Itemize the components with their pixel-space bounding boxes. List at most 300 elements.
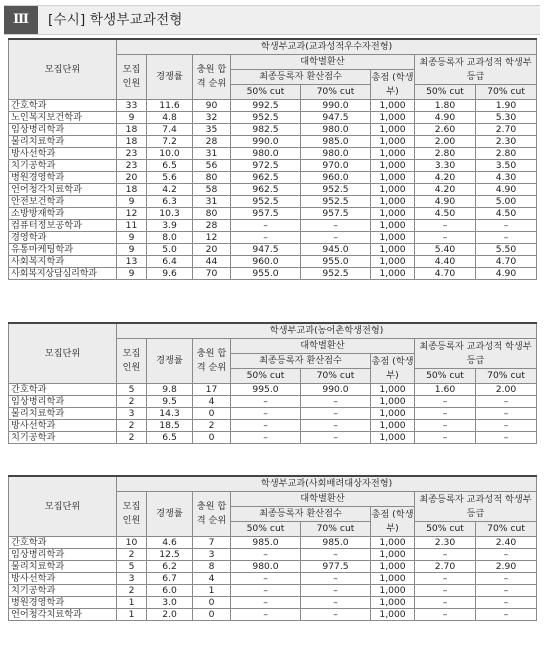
waitlist-rank: 1 <box>193 585 231 597</box>
total-score: 1,000 <box>371 256 415 268</box>
table-row <box>9 420 537 432</box>
conv-50-cut: 962.5 <box>231 184 301 196</box>
seats: 11 <box>117 220 147 232</box>
conv-70-cut: 985.0 <box>301 136 371 148</box>
grade-50-cut: 4.40 <box>415 256 476 268</box>
seats: 2 <box>117 420 147 432</box>
waitlist-rank: 80 <box>193 208 231 220</box>
seats: 2 <box>117 396 147 408</box>
waitlist-rank: 28 <box>193 220 231 232</box>
grade-50-cut: 4.20 <box>415 172 476 184</box>
col-header-conv-70: 70% cut <box>301 369 371 384</box>
table-row <box>9 244 537 256</box>
ratio: 6.2 <box>147 561 193 573</box>
ratio: 10.3 <box>147 208 193 220</box>
table-row <box>9 196 537 208</box>
waitlist-rank: 90 <box>193 100 231 112</box>
seats: 3 <box>117 573 147 585</box>
unit-name: 물리치료학과 <box>9 561 117 573</box>
col-header-final-conversion: 최종등록자 환산점수 <box>231 354 371 369</box>
conv-50-cut: 962.5 <box>231 172 301 184</box>
unit-name: 치기공학과 <box>9 585 117 597</box>
conv-50-cut: – <box>231 585 301 597</box>
unit-name: 치기공학과 <box>9 160 117 172</box>
grade-70-cut: – <box>476 597 537 609</box>
grade-70-cut: 4.50 <box>476 208 537 220</box>
grade-70-cut: – <box>476 220 537 232</box>
conv-70-cut: – <box>301 549 371 561</box>
grade-70-cut: – <box>476 549 537 561</box>
conv-50-cut: 947.5 <box>231 244 301 256</box>
conv-70-cut: – <box>301 396 371 408</box>
grade-50-cut: 4.70 <box>415 268 476 280</box>
ratio: 14.3 <box>147 408 193 420</box>
grade-50-cut: 4.50 <box>415 208 476 220</box>
waitlist-rank: 35 <box>193 124 231 136</box>
total-score: 1,000 <box>371 549 415 561</box>
waitlist-rank: 0 <box>193 408 231 420</box>
conv-50-cut: 982.5 <box>231 124 301 136</box>
col-header-grade-70: 70% cut <box>476 522 537 537</box>
seats: 23 <box>117 148 147 160</box>
col-header-ratio: 경쟁률 <box>147 492 193 537</box>
table-row <box>9 232 537 244</box>
unit-name: 언어청각치료학과 <box>9 609 117 621</box>
ratio: 3.0 <box>147 597 193 609</box>
col-header-conv-50: 50% cut <box>231 369 301 384</box>
conv-70-cut: 952.5 <box>301 196 371 208</box>
waitlist-rank: 0 <box>193 609 231 621</box>
conv-50-cut: 972.5 <box>231 160 301 172</box>
ratio: 12.5 <box>147 549 193 561</box>
grade-50-cut: 2.70 <box>415 561 476 573</box>
total-score: 1,000 <box>371 408 415 420</box>
col-header-ratio: 경쟁률 <box>147 339 193 384</box>
unit-name: 병원경영학과 <box>9 172 117 184</box>
seats: 18 <box>117 184 147 196</box>
waitlist-rank: 4 <box>193 573 231 585</box>
conv-50-cut: – <box>231 597 301 609</box>
waitlist-rank: 12 <box>193 232 231 244</box>
conv-70-cut: – <box>301 232 371 244</box>
table-row <box>9 100 537 112</box>
grade-70-cut: – <box>476 396 537 408</box>
table-row <box>9 573 537 585</box>
col-header-conv-70: 70% cut <box>301 85 371 100</box>
grade-50-cut: – <box>415 396 476 408</box>
seats: 13 <box>117 256 147 268</box>
col-header-grade-70: 70% cut <box>476 369 537 384</box>
grade-50-cut: – <box>415 597 476 609</box>
col-header-final-conversion: 최종등록자 환산점수 <box>231 70 371 85</box>
col-header-conv-50: 50% cut <box>231 85 301 100</box>
col-header-grade: 최종등록자 교과성적 학생부등급 <box>415 492 537 522</box>
conv-50-cut: 960.0 <box>231 256 301 268</box>
table-row <box>9 268 537 280</box>
total-score: 1,000 <box>371 196 415 208</box>
unit-name: 사회복지학과 <box>9 256 117 268</box>
col-header-total: 총점 (학생부) <box>371 507 415 537</box>
ratio: 6.5 <box>147 160 193 172</box>
seats: 9 <box>117 268 147 280</box>
unit-name: 물리치료학과 <box>9 136 117 148</box>
grade-70-cut: 1.90 <box>476 100 537 112</box>
conv-70-cut: 955.0 <box>301 256 371 268</box>
total-score: 1,000 <box>371 609 415 621</box>
waitlist-rank: 28 <box>193 136 231 148</box>
grade-50-cut: – <box>415 408 476 420</box>
total-score: 1,000 <box>371 100 415 112</box>
conv-70-cut: – <box>301 597 371 609</box>
seats: 3 <box>117 408 147 420</box>
table-row <box>9 549 537 561</box>
waitlist-rank: 4 <box>193 396 231 408</box>
col-header-grade-70: 70% cut <box>476 85 537 100</box>
col-header-rank: 충원 합격 순위 <box>193 55 231 100</box>
conv-70-cut: – <box>301 432 371 444</box>
conv-70-cut: 970.0 <box>301 160 371 172</box>
unit-name: 물리치료학과 <box>9 408 117 420</box>
section-title: [수시] 학생부교과전형 <box>48 12 183 28</box>
seats: 9 <box>117 232 147 244</box>
total-score: 1,000 <box>371 420 415 432</box>
ratio: 2.0 <box>147 609 193 621</box>
conv-50-cut: – <box>231 396 301 408</box>
grade-70-cut: 5.30 <box>476 112 537 124</box>
grade-70-cut: 4.30 <box>476 172 537 184</box>
seats: 5 <box>117 561 147 573</box>
seats: 18 <box>117 124 147 136</box>
seats: 18 <box>117 136 147 148</box>
grade-70-cut: 2.30 <box>476 136 537 148</box>
grade-70-cut: 3.50 <box>476 160 537 172</box>
conv-70-cut: – <box>301 420 371 432</box>
conv-50-cut: 957.5 <box>231 208 301 220</box>
conv-50-cut: – <box>231 408 301 420</box>
conv-50-cut: 952.5 <box>231 112 301 124</box>
grade-50-cut: 2.30 <box>415 537 476 549</box>
grade-50-cut: – <box>415 220 476 232</box>
total-score: 1,000 <box>371 268 415 280</box>
col-header-conv-70: 70% cut <box>301 522 371 537</box>
unit-name: 간호학과 <box>9 100 117 112</box>
grade-70-cut: – <box>476 573 537 585</box>
unit-name: 치기공학과 <box>9 432 117 444</box>
seats: 10 <box>117 537 147 549</box>
grade-70-cut: – <box>476 408 537 420</box>
table-row <box>9 208 537 220</box>
ratio: 10.0 <box>147 148 193 160</box>
total-score: 1,000 <box>371 172 415 184</box>
total-score: 1,000 <box>371 384 415 396</box>
conv-50-cut: 955.0 <box>231 268 301 280</box>
col-header-grade: 최종등록자 교과성적 학생부등급 <box>415 339 537 369</box>
unit-name: 경영학과 <box>9 232 117 244</box>
ratio: 6.3 <box>147 196 193 208</box>
col-header-total: 총점 (학생부) <box>371 70 415 100</box>
waitlist-rank: 0 <box>193 597 231 609</box>
grade-70-cut: – <box>476 432 537 444</box>
total-score: 1,000 <box>371 208 415 220</box>
conv-70-cut: 957.5 <box>301 208 371 220</box>
table-row <box>9 256 537 268</box>
waitlist-rank: 32 <box>193 112 231 124</box>
grade-50-cut: 2.60 <box>415 124 476 136</box>
total-score: 1,000 <box>371 220 415 232</box>
waitlist-rank: 31 <box>193 196 231 208</box>
grade-50-cut: 5.40 <box>415 244 476 256</box>
col-header-total: 총점 (학생부) <box>371 354 415 384</box>
grade-50-cut: – <box>415 549 476 561</box>
ratio: 9.5 <box>147 396 193 408</box>
ratio: 6.4 <box>147 256 193 268</box>
section-number-badge: Ⅲ <box>4 6 38 34</box>
col-header-conversion: 대학별환산 <box>231 339 415 354</box>
col-header-conversion: 대학별환산 <box>231 492 415 507</box>
seats: 33 <box>117 100 147 112</box>
conv-70-cut: 952.5 <box>301 184 371 196</box>
waitlist-rank: 17 <box>193 384 231 396</box>
waitlist-rank: 31 <box>193 148 231 160</box>
grade-50-cut: 4.90 <box>415 196 476 208</box>
grade-70-cut: 4.70 <box>476 256 537 268</box>
unit-name: 유통마케팅학과 <box>9 244 117 256</box>
waitlist-rank: 0 <box>193 432 231 444</box>
conv-50-cut: – <box>231 432 301 444</box>
col-header-grade-50: 50% cut <box>415 85 476 100</box>
table-row <box>9 112 537 124</box>
grade-70-cut: 2.90 <box>476 561 537 573</box>
grade-70-cut: – <box>476 232 537 244</box>
table-row <box>9 609 537 621</box>
unit-name: 사회복지상담심리학과 <box>9 268 117 280</box>
conv-70-cut: – <box>301 585 371 597</box>
seats: 9 <box>117 244 147 256</box>
seats: 23 <box>117 160 147 172</box>
table-row <box>9 384 537 396</box>
table-row <box>9 561 537 573</box>
section-title-cell: 학생부교과(농어촌학생전형) <box>117 323 537 339</box>
conv-70-cut: 960.0 <box>301 172 371 184</box>
ratio: 6.5 <box>147 432 193 444</box>
waitlist-rank: 56 <box>193 160 231 172</box>
total-score: 1,000 <box>371 184 415 196</box>
grade-70-cut: 2.80 <box>476 148 537 160</box>
conv-50-cut: 992.5 <box>231 100 301 112</box>
grade-50-cut: – <box>415 232 476 244</box>
section-title-cell: 학생부교과(교과성적우수자전형) <box>117 39 537 55</box>
col-header-seats: 모집 인원 <box>117 492 147 537</box>
waitlist-rank: 2 <box>193 420 231 432</box>
table-row <box>9 220 537 232</box>
unit-name: 방사선학과 <box>9 148 117 160</box>
grade-50-cut: – <box>415 585 476 597</box>
grade-70-cut: 2.00 <box>476 384 537 396</box>
ratio: 4.2 <box>147 184 193 196</box>
waitlist-rank: 58 <box>193 184 231 196</box>
ratio: 5.0 <box>147 244 193 256</box>
grade-70-cut: 4.90 <box>476 184 537 196</box>
seats: 12 <box>117 208 147 220</box>
conv-70-cut: 990.0 <box>301 384 371 396</box>
col-header-grade-50: 50% cut <box>415 522 476 537</box>
unit-name: 임상병리학과 <box>9 124 117 136</box>
conv-70-cut: 990.0 <box>301 100 371 112</box>
grade-70-cut: 2.70 <box>476 124 537 136</box>
ratio: 8.0 <box>147 232 193 244</box>
ratio: 4.8 <box>147 112 193 124</box>
seats: 9 <box>117 112 147 124</box>
results-table-2 <box>8 322 537 444</box>
col-header-unit: 모집단위 <box>9 476 117 537</box>
table-row <box>9 432 537 444</box>
conv-70-cut: 985.0 <box>301 537 371 549</box>
conv-70-cut: 980.0 <box>301 124 371 136</box>
unit-name: 병원경영학과 <box>9 597 117 609</box>
col-header-seats: 모집 인원 <box>117 55 147 100</box>
conv-70-cut: – <box>301 220 371 232</box>
seats: 2 <box>117 432 147 444</box>
results-table-1 <box>8 38 537 280</box>
ratio: 18.5 <box>147 420 193 432</box>
unit-name: 임상병리학과 <box>9 396 117 408</box>
total-score: 1,000 <box>371 148 415 160</box>
table-row <box>9 184 537 196</box>
ratio: 6.0 <box>147 585 193 597</box>
ratio: 9.6 <box>147 268 193 280</box>
table-row <box>9 597 537 609</box>
unit-name: 노인복지보건학과 <box>9 112 117 124</box>
table-row <box>9 585 537 597</box>
waitlist-rank: 44 <box>193 256 231 268</box>
seats: 20 <box>117 172 147 184</box>
col-header-rank: 충원 합격 순위 <box>193 339 231 384</box>
unit-name: 임상병리학과 <box>9 549 117 561</box>
total-score: 1,000 <box>371 537 415 549</box>
col-header-unit: 모집단위 <box>9 323 117 384</box>
total-score: 1,000 <box>371 396 415 408</box>
ratio: 6.7 <box>147 573 193 585</box>
grade-50-cut: 2.00 <box>415 136 476 148</box>
section-title-cell: 학생부교과(사회배려대상자전형) <box>117 476 537 492</box>
seats: 2 <box>117 549 147 561</box>
conv-70-cut: – <box>301 408 371 420</box>
seats: 9 <box>117 196 147 208</box>
conv-50-cut: 952.5 <box>231 196 301 208</box>
conv-50-cut: – <box>231 609 301 621</box>
unit-name: 컴퓨터정보공학과 <box>9 220 117 232</box>
unit-name: 안전보건학과 <box>9 196 117 208</box>
ratio: 11.6 <box>147 100 193 112</box>
conv-70-cut: 945.0 <box>301 244 371 256</box>
total-score: 1,000 <box>371 136 415 148</box>
grade-50-cut: 1.60 <box>415 384 476 396</box>
total-score: 1,000 <box>371 124 415 136</box>
total-score: 1,000 <box>371 160 415 172</box>
col-header-final-conversion: 최종등록자 환산점수 <box>231 507 371 522</box>
total-score: 1,000 <box>371 244 415 256</box>
conv-50-cut: 985.0 <box>231 537 301 549</box>
conv-70-cut: 980.0 <box>301 148 371 160</box>
conv-50-cut: – <box>231 420 301 432</box>
conv-50-cut: – <box>231 573 301 585</box>
conv-50-cut: 980.0 <box>231 148 301 160</box>
conv-50-cut: 990.0 <box>231 136 301 148</box>
seats: 5 <box>117 384 147 396</box>
table-row <box>9 408 537 420</box>
unit-name: 언어청각치료학과 <box>9 184 117 196</box>
unit-name: 방사선학과 <box>9 573 117 585</box>
seats: 1 <box>117 597 147 609</box>
ratio: 9.8 <box>147 384 193 396</box>
unit-name: 방사선학과 <box>9 420 117 432</box>
grade-70-cut: 2.40 <box>476 537 537 549</box>
waitlist-rank: 20 <box>193 244 231 256</box>
conv-70-cut: – <box>301 609 371 621</box>
col-header-conversion: 대학별환산 <box>231 55 415 70</box>
conv-70-cut: 947.5 <box>301 112 371 124</box>
grade-50-cut: 1.80 <box>415 100 476 112</box>
col-header-rank: 충원 합격 순위 <box>193 492 231 537</box>
table-row <box>9 124 537 136</box>
waitlist-rank: 3 <box>193 549 231 561</box>
grade-50-cut: – <box>415 432 476 444</box>
waitlist-rank: 70 <box>193 268 231 280</box>
total-score: 1,000 <box>371 585 415 597</box>
seats: 2 <box>117 585 147 597</box>
conv-50-cut: – <box>231 549 301 561</box>
seats: 1 <box>117 609 147 621</box>
conv-70-cut: 952.5 <box>301 268 371 280</box>
grade-70-cut: – <box>476 420 537 432</box>
grade-70-cut: 5.00 <box>476 196 537 208</box>
waitlist-rank: 80 <box>193 172 231 184</box>
grade-50-cut: 2.80 <box>415 148 476 160</box>
total-score: 1,000 <box>371 573 415 585</box>
grade-70-cut: – <box>476 585 537 597</box>
ratio: 7.4 <box>147 124 193 136</box>
ratio: 3.9 <box>147 220 193 232</box>
col-header-ratio: 경쟁률 <box>147 55 193 100</box>
section-header <box>4 5 540 35</box>
grade-50-cut: – <box>415 420 476 432</box>
grade-70-cut: 5.50 <box>476 244 537 256</box>
grade-70-cut: – <box>476 609 537 621</box>
conv-70-cut: – <box>301 573 371 585</box>
table-row <box>9 160 537 172</box>
unit-name: 간호학과 <box>9 537 117 549</box>
table-row <box>9 537 537 549</box>
ratio: 5.6 <box>147 172 193 184</box>
grade-50-cut: – <box>415 609 476 621</box>
conv-50-cut: – <box>231 220 301 232</box>
unit-name: 소방방재학과 <box>9 208 117 220</box>
results-table-3 <box>8 475 537 621</box>
table-row <box>9 148 537 160</box>
col-header-conv-50: 50% cut <box>231 522 301 537</box>
ratio: 7.2 <box>147 136 193 148</box>
total-score: 1,000 <box>371 597 415 609</box>
col-header-seats: 모집 인원 <box>117 339 147 384</box>
grade-50-cut: 4.20 <box>415 184 476 196</box>
waitlist-rank: 8 <box>193 561 231 573</box>
table-row <box>9 136 537 148</box>
table-row <box>9 172 537 184</box>
conv-50-cut: 995.0 <box>231 384 301 396</box>
conv-50-cut: 980.0 <box>231 561 301 573</box>
ratio: 4.6 <box>147 537 193 549</box>
total-score: 1,000 <box>371 232 415 244</box>
